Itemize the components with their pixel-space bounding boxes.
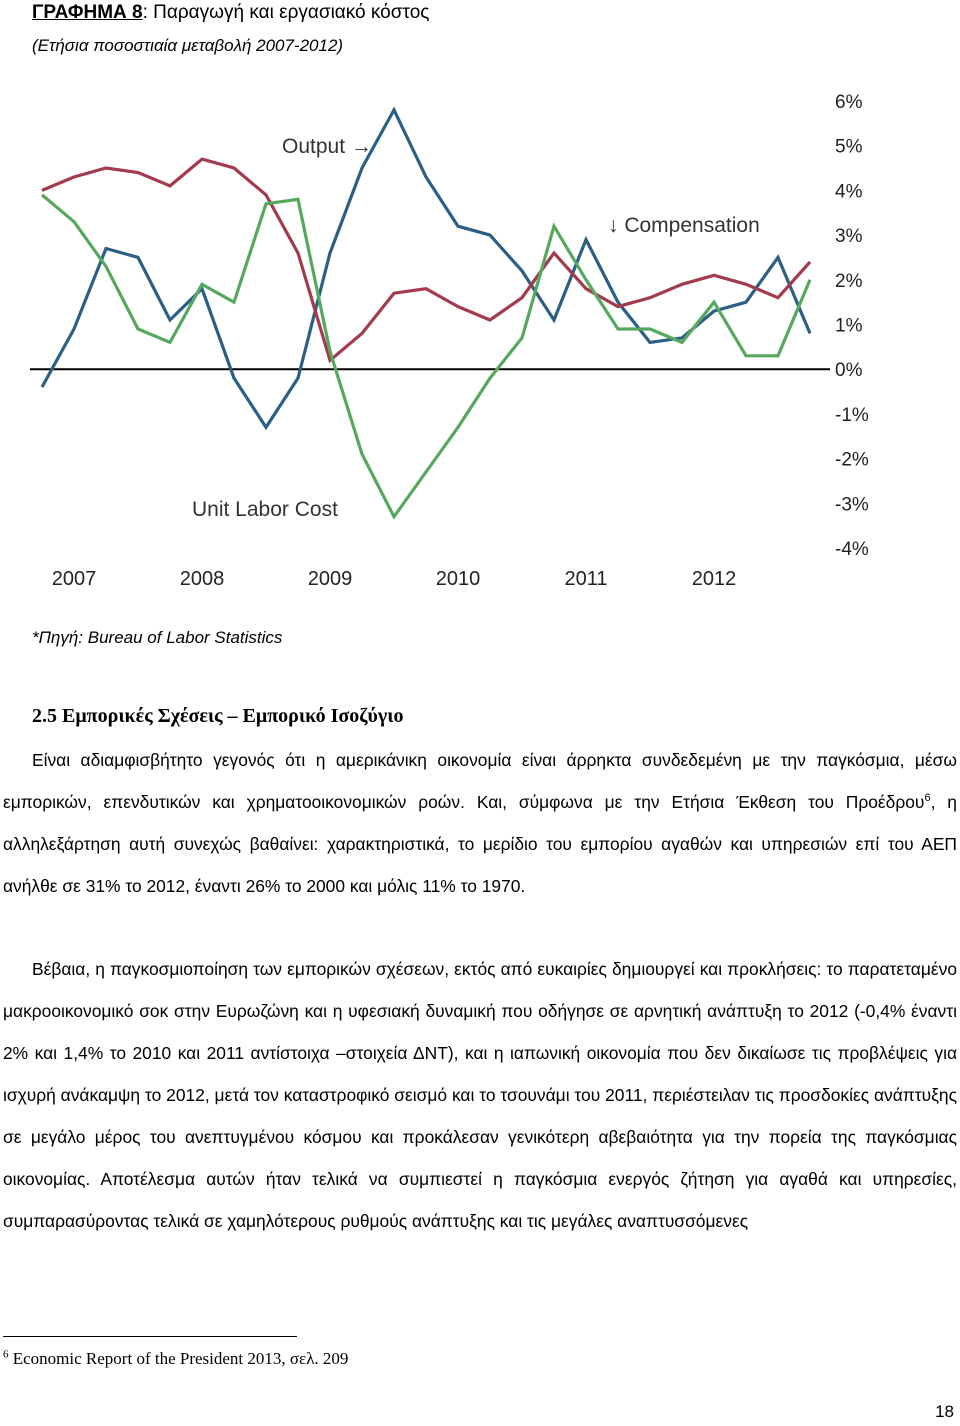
x-tick-label: 2008 [179, 568, 225, 590]
x-tick-label: 2007 [51, 568, 97, 590]
figure-label: ΓΡΑΦΗΜΑ 8 [32, 2, 143, 23]
paragraph-2-text: Βέβαια, η παγκοσμιοποίηση των εμπορικών σχέσεων, εκτός από ευκαιρίες δημιουργεί και προκλήσεις: το παρατεταμένο μακροοικονομικό σοκ στην Ευρωζώνη και η υφεσιακή δυναμική που οδήγησε σε αρνητική ανάπτυξη το 2012 (-0,4% έναντι 2% και 1,4% το 2010 και 2011 αντίστοιχα –στοιχεία ΔΝΤ), και η ιαπωνική οικονομία που δεν δικαίωσε τις προβλέψεις για ισχυρή ανάκαμψη το 2012, μετά τον καταστροφικό σεισμό και το τσουνάμι του 2011, περιέστειλαν τις προσδοκίες ανάπτυξης σε μεγάλο μέρος του ανεπτυγμένου κόσμου και προκάλεσαν γενικότερη αβεβαιότητα για την πορεία της παγκόσμιας οικονομίας. Αποτέλεσμα αυτών ήταν τελικά να συμπιεστεί η παγκόσμια ενεργός ζήτηση για αγαθά και υπηρεσίες, συμπαρασύροντας τελικά σε χαμηλότερους ρυθμούς ανάπτυξης και τις μεγάλες αναπτυσσόμενες [3, 959, 957, 1231]
footnote [3, 1349, 348, 1369]
series-line-compensation [42, 159, 810, 360]
annotation-output: Output → [282, 135, 372, 158]
x-tick-label: 2010 [435, 568, 481, 590]
footnote-text: Economic Report of the President 2013, σελ. 209 [8, 1349, 349, 1368]
paragraph-2 [3, 948, 957, 1242]
y-tick-label: -1% [835, 404, 869, 426]
y-tick-label: 3% [835, 226, 863, 248]
footnote-divider [3, 1336, 297, 1337]
line-chart [30, 70, 870, 595]
x-tick-label: 2012 [691, 568, 737, 590]
y-tick-label: 0% [835, 360, 863, 382]
series-line-unit-labor-cost [42, 195, 810, 517]
y-tick-label: 6% [835, 92, 863, 113]
series-line-output [42, 110, 810, 427]
paragraph-1 [3, 739, 957, 907]
annotation-compensation: ↓ Compensation [608, 214, 760, 237]
y-tick-label: 2% [835, 270, 863, 292]
y-tick-label: 5% [835, 136, 863, 158]
paragraph-1-text-b: , η αλληλεξάρτηση αυτή συνεχώς βαθαίνει: χαρακτηριστικά, το μερίδιο του εμπορίου αγαθών και υπηρεσιών επί του ΑΕΠ ανήλθε σε 31% το 2012, έναντι 26% το 2000 και μόλις 11% το 1970. [3, 792, 957, 896]
chart-svg [30, 70, 870, 595]
page-number: 18 [935, 1402, 954, 1421]
figure-title: : Παραγωγή και εργασιακό κόστος [142, 2, 430, 23]
figure-subtitle: (Ετήσια ποσοστιαία μεταβολή 2007-2012) [32, 36, 344, 55]
annotation-unit-labor-cost: Unit Labor Cost [192, 498, 338, 521]
x-tick-label: 2009 [307, 568, 353, 590]
y-tick-label: -2% [835, 449, 869, 471]
figure-caption [32, 0, 429, 26]
y-tick-label: -4% [835, 539, 869, 560]
source-note: *Πηγή: Bureau of Labor Statistics [32, 628, 283, 647]
footnote-number: 6 [3, 1348, 9, 1361]
footnote-ref[interactable]: 6 [924, 792, 931, 805]
section-title: 2.5 Εμπορικές Σχέσεις – Εμπορικό Ισοζύγιο [32, 705, 404, 727]
y-tick-label: -3% [835, 494, 869, 516]
x-tick-label: 2011 [564, 568, 608, 590]
y-tick-label: 4% [835, 181, 863, 203]
y-tick-label: 1% [835, 315, 863, 337]
paragraph-1-text-a: Είναι αδιαμφισβήτητο γεγονός ότι η αμερικάνικη οικονομία είναι άρρηκτα συνδεδεμένη με την παγκόσμια, μέσω εμπορικών, επενδυτικών και χρηματοοικονομικών ροών. Και, σύμφωνα με την Ετήσια Έκθεση του Προέδρου [3, 750, 957, 812]
